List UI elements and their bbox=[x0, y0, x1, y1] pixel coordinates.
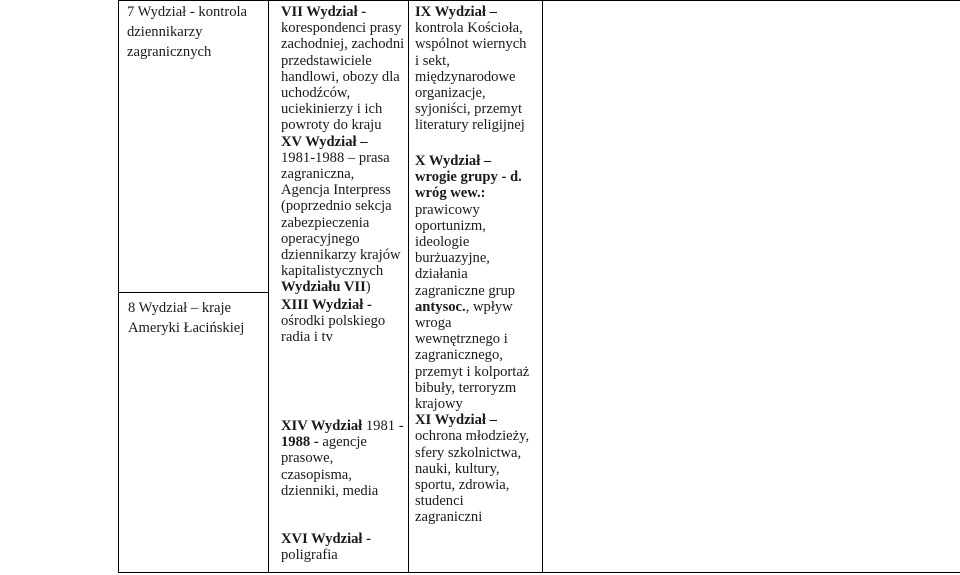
dept-ix-text: i sekt, bbox=[415, 52, 450, 69]
dept-xv-tail: Wydziału VII) bbox=[281, 279, 371, 296]
cell-dept-7 bbox=[127, 4, 267, 61]
column-divider-2 bbox=[408, 0, 409, 573]
dept-vii-text: powroty do kraju bbox=[281, 117, 382, 134]
dept-8-line: 8 Wydział – kraje bbox=[128, 300, 231, 316]
dept-xvi-text: poligrafia bbox=[281, 547, 338, 564]
dept-ix-text: międzynarodowe bbox=[415, 68, 516, 85]
table-border-left bbox=[118, 0, 119, 573]
dept-x-text: działania bbox=[415, 266, 468, 283]
dept-xv-text: dziennikarzy krajów bbox=[281, 247, 401, 264]
dept-xv-text: 1981-1988 – prasa bbox=[281, 149, 390, 166]
dept-ix-text: wspólnot wiernych bbox=[415, 36, 527, 53]
dept-ix-heading: IX Wydział – bbox=[415, 4, 497, 20]
row-divider-col1 bbox=[118, 292, 268, 293]
cell-col2-xiv bbox=[281, 418, 407, 499]
dept-vii-text: korespondenci prasy bbox=[281, 20, 402, 37]
dept-7-line: zagranicznych bbox=[127, 44, 212, 61]
dept-7-line: dziennikarzy bbox=[127, 24, 203, 41]
dept-vii-heading: VII Wydział - bbox=[281, 4, 367, 20]
dept-vii-text: uchodźców, bbox=[281, 85, 351, 102]
dept-xvi-heading: XVI Wydział - bbox=[281, 531, 371, 547]
dept-ix-text: literatury religijnej bbox=[415, 117, 525, 134]
dept-7-line: 7 Wydział - kontrola bbox=[127, 4, 248, 20]
dept-xiv-text: prasowe, bbox=[281, 450, 334, 467]
dept-x-text: burżuazyjne, bbox=[415, 250, 490, 267]
cell-col3 bbox=[415, 4, 542, 134]
dept-x-text: przemyt i kolportaż bbox=[415, 363, 530, 380]
dept-xv-text: (poprzednio sekcja bbox=[281, 198, 392, 215]
cell-dept-8 bbox=[128, 300, 268, 336]
dept-vii-text: uciekinierzy i ich bbox=[281, 101, 383, 118]
dept-xi-text: studenci bbox=[415, 493, 464, 510]
dept-xiv-text: czasopisma, bbox=[281, 466, 352, 483]
dept-x-heading: wrogie grupy - d. bbox=[415, 169, 522, 186]
dept-x-heading: wróg wew.: bbox=[415, 185, 486, 202]
dept-vii-text: przedstawiciele bbox=[281, 52, 372, 69]
cell-col2 bbox=[281, 4, 407, 345]
dept-x-text: ideologie bbox=[415, 234, 470, 251]
dept-xi-heading: XI Wydział – bbox=[415, 412, 497, 429]
dept-x-text: zagraniczne grup bbox=[415, 282, 516, 299]
dept-x-text: bibuły, terroryzm bbox=[415, 379, 517, 396]
cell-col2-xvi bbox=[281, 531, 407, 563]
dept-xiv-text: dzienniki, media bbox=[281, 482, 379, 499]
dept-xv-heading: XV Wydział – bbox=[281, 133, 368, 150]
dept-xi-text: ochrona młodzieży, bbox=[415, 428, 530, 445]
dept-vii-text: zachodniej, zachodni bbox=[281, 36, 405, 53]
dept-xv-text: kapitalistycznych bbox=[281, 263, 384, 280]
dept-xi-text: sportu, zdrowia, bbox=[415, 477, 510, 494]
dept-xv-text: operacyjnego bbox=[281, 230, 360, 247]
dept-8-line: Ameryki Łacińskiej bbox=[128, 320, 245, 337]
dept-x-text: wroga bbox=[415, 315, 452, 332]
dept-xiii-text: ośrodki polskiego bbox=[281, 312, 386, 329]
dept-xiii-heading: XIII Wydział - bbox=[281, 296, 372, 313]
dept-xv-text: zabezpieczenia bbox=[281, 214, 370, 231]
dept-xv-text: zagraniczna, bbox=[281, 166, 355, 183]
column-divider-3 bbox=[542, 0, 543, 573]
dept-x-text: wewnętrznego i bbox=[415, 331, 508, 348]
dept-x-text: zagranicznego, bbox=[415, 347, 503, 364]
dept-x-text: oportunizm, bbox=[415, 217, 486, 234]
dept-xiv-heading: XIV Wydział 1981 - bbox=[281, 418, 404, 434]
dept-x-text: prawicowy bbox=[415, 201, 480, 218]
dept-vii-text: handlowi, obozy dla bbox=[281, 68, 400, 85]
dept-x-heading: X Wydział – bbox=[415, 153, 492, 169]
dept-x-text: antysoc., wpływ bbox=[415, 298, 513, 315]
dept-xi-text: zagraniczni bbox=[415, 509, 483, 526]
dept-ix-text: kontrola Kościoła, bbox=[415, 20, 523, 37]
dept-xiii-text: radia i tv bbox=[281, 329, 333, 346]
table-border-top bbox=[118, 0, 960, 1]
dept-x-text: krajowy bbox=[415, 396, 463, 413]
dept-xi-text: sfery szkolnictwa, bbox=[415, 444, 522, 461]
dept-xi-text: nauki, kultury, bbox=[415, 460, 500, 477]
table-border-bottom bbox=[118, 572, 960, 573]
dept-ix-text: organizacje, bbox=[415, 85, 486, 102]
dept-ix-text: syjoniści, przemyt bbox=[415, 101, 523, 118]
dept-xiv-heading: 1988 - agencje bbox=[281, 434, 367, 451]
cell-col3-x bbox=[415, 153, 542, 526]
column-divider-1 bbox=[268, 0, 269, 573]
dept-xv-text: Agencja Interpress bbox=[281, 182, 391, 199]
